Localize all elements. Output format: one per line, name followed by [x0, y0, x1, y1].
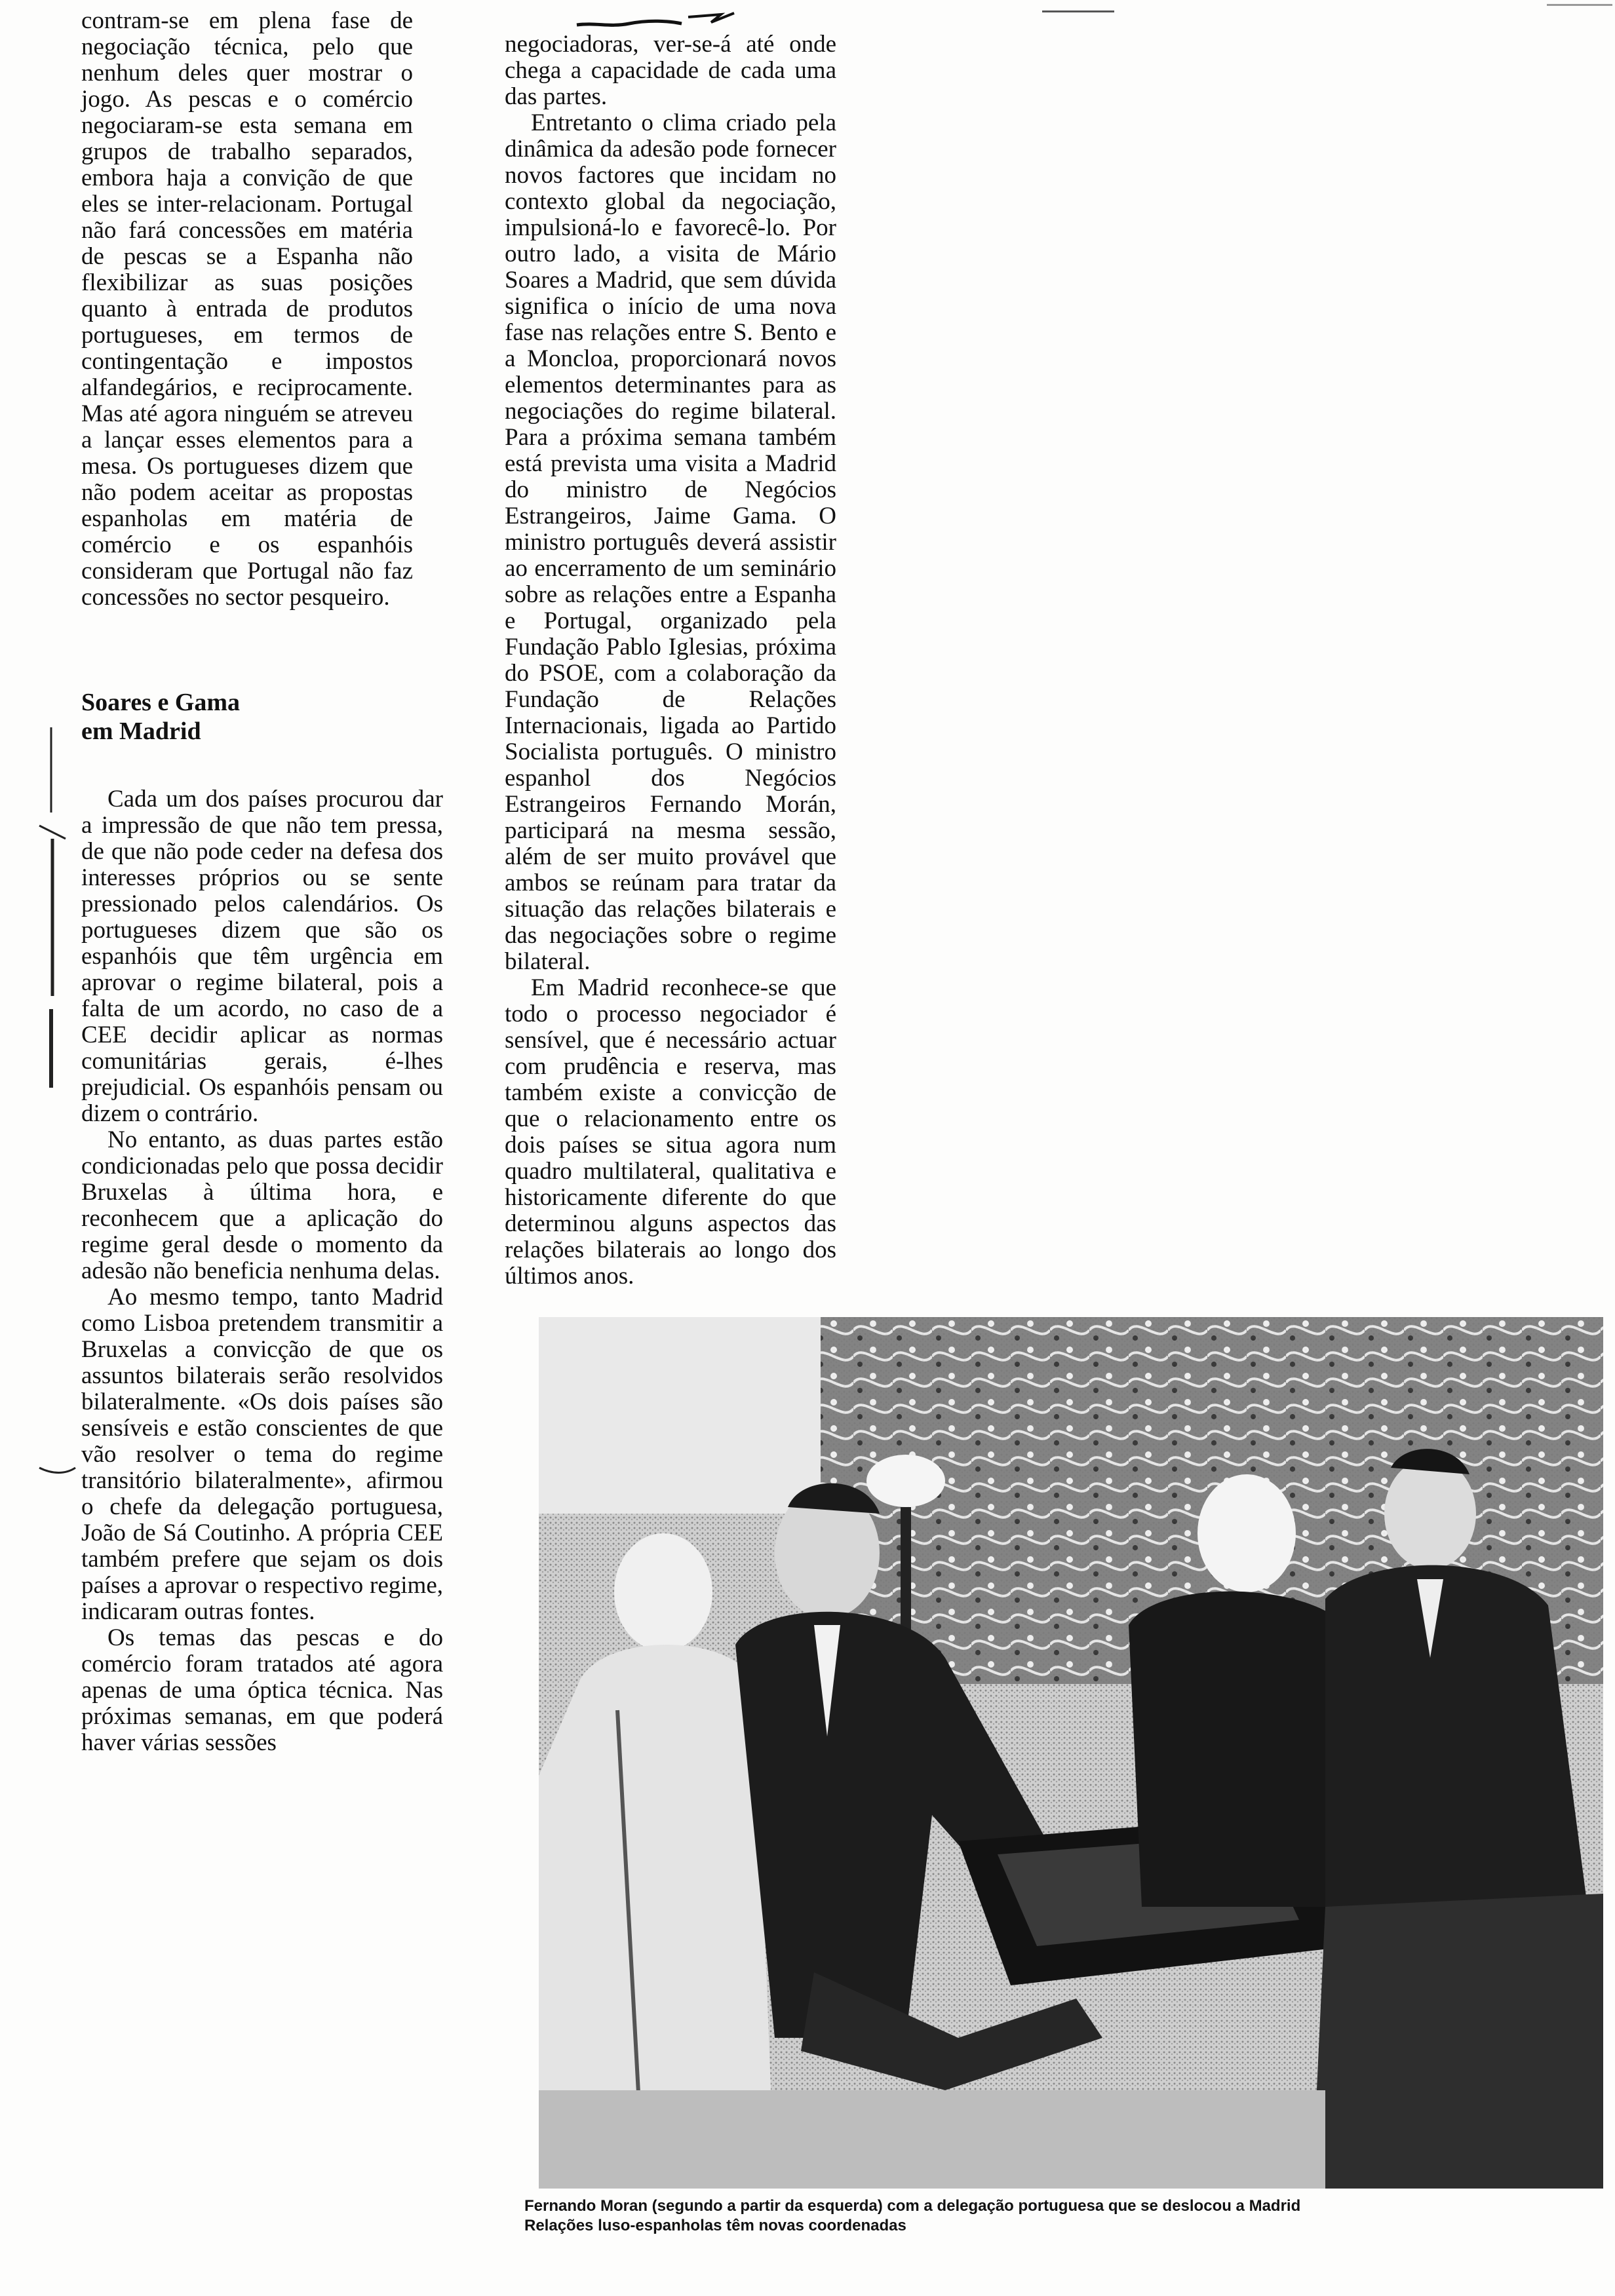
print-artifact — [1547, 4, 1612, 6]
paragraph: Entretanto o clima criado pela dinâmica da adesão pode fornecer novos factores que incidam no contexto global da negociação, impulsioná-lo e favorecê-lo. Por outro lado, a visita de Mário Soares a Madrid, que sem dúvida significa o início de uma nova fase nas relações entre S. Bento e a Moncloa, proporcionará novos elementos determinantes para as negociações do regime bilateral. Para a próxima semana também está prevista uma visita a Madrid do ministro de Negócios Estrangeiros, Jaime Gama. O ministro português deverá assistir ao encerramento de um seminário sobre as relações entre a Espanha e Portugal, organizado pela Fundação Pablo Iglesias, próxima do PSOE, com a colaboração da Fundação de Relações Internacionais, ligada ao Partido Socialista português. O ministro espanhol dos Negócios Estrangeiros Fernando Morán, participará na mesma sessão, além de ser muito provável que ambos se reúnam para tratar da situação das relações bilaterais e das negociações sobre o regime bilateral. — [505, 109, 836, 975]
photo-caption — [524, 2196, 1599, 2236]
print-artifact — [570, 8, 767, 34]
subheading-line: Soares e Gama — [81, 689, 241, 716]
paragraph: contram-se em plena fase de negociação técnica, pelo que nenhum deles quer mostrar o jogo. As pescas e o comércio negociaram-se esta semana em grupos de trabalho separados, embora haja a convição de que eles se inter-relacionam. Portugal não fará concessões em matéria de pescas se a Espanha não flexibilizar as suas posições quanto à entrada de produtos portugueses, em termos de contingentação e impostos alfandegários, e reciprocamente. Mas até agora ninguém se atreveu a lançar esses elementos para a mesa. Os portugueses dizem que não podem aceitar as propostas espanholas em matéria de comércio e os espanhóis consideram que Portugal não faz concessões no sector pesqueiro. — [81, 7, 413, 611]
paragraph: negociadoras, ver-se-á até onde chega a capacidade de cada uma das partes. — [505, 31, 836, 110]
article-column-3 — [81, 786, 443, 1756]
subheading-line: em Madrid — [81, 718, 201, 745]
news-photo — [539, 1317, 1603, 2189]
caption-line: Fernando Moran (segundo a partir da esquerda) com a delegação portuguesa que se deslocou a Madrid — [524, 2197, 1301, 2215]
print-artifact — [1042, 10, 1114, 12]
photo-illustration — [539, 1317, 1603, 2189]
paragraph: Cada um dos países procurou dar a impressão de que não tem pressa, de que não pode ceder na defesa dos interesses próprios ou se sente pressionado pelos calendários. Os portugueses dizem que são os espanhóis que têm urgência em aprovar o regime bilateral, pois a falta de um acordo, no caso de a CEE decidir aplicar as normas comunitárias gerais, é-lhes prejudicial. Os espanhóis pensam ou dizem o contrário. — [81, 786, 443, 1127]
article-column-2 — [505, 31, 836, 1290]
caption-line: Relações luso-espanholas têm novas coordenadas — [524, 2217, 906, 2234]
margin-annotation — [26, 721, 79, 1507]
paragraph: No entanto, as duas partes estão condicionadas pelo que possa decidir Bruxelas à última hora, e reconhecem que a aplicação do regime geral desde o momento da adesão não beneficia nenhuma delas. — [81, 1126, 443, 1284]
article-subheading — [81, 688, 343, 746]
article-column-1 — [81, 8, 413, 611]
paragraph: Os temas das pescas e do comércio foram tratados até agora apenas de uma óptica técnica. Nas próximas semanas, em que poderá haver várias sessões — [81, 1624, 443, 1756]
paragraph: Ao mesmo tempo, tanto Madrid como Lisboa pretendem transmitir a Bruxelas a convicção de que os assuntos bilaterais serão resolvidos bilateralmente. «Os dois países são sensíveis e estão conscientes de que vão resolver o tema do regime transitório bilateralmente», afirmou o chefe da delegação portuguesa, João de Sá Coutinho. A própria CEE também prefere que sejam os dois países a aprovar o respectivo regime, indicaram outras fontes. — [81, 1284, 443, 1625]
paragraph: Em Madrid reconhece-se que todo o processo negociador é sensível, que é necessário actuar com prudência e reserva, mas também existe a convicção de que o relacionamento entre os dois países se situa agora num quadro multilateral, qualitativa e historicamente diferente do que determinou alguns aspectos das relações bilaterais ao longo dos últimos anos. — [505, 974, 836, 1290]
